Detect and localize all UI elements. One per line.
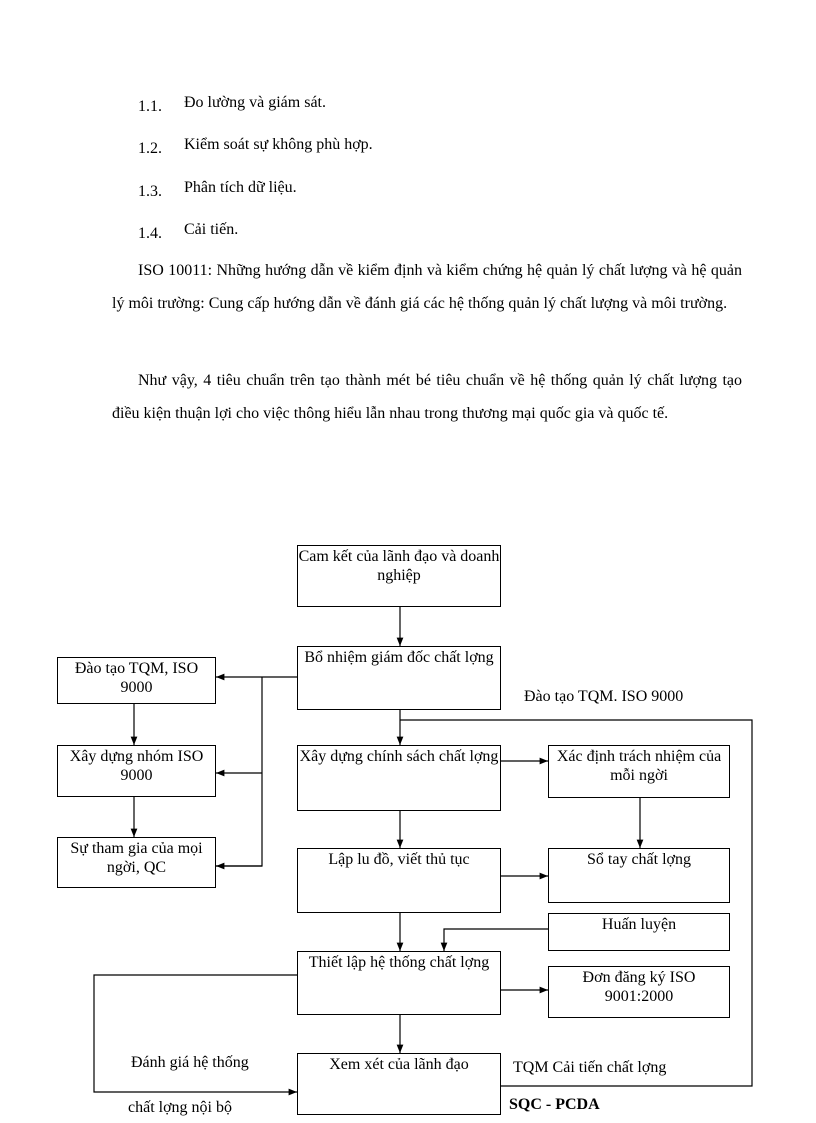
label-internal-audit-2: chất lợng nội bộ [128,1099,232,1116]
box-training: Huấn luyện [548,913,730,951]
box-management-review: Xem xét của lãnh đạo [297,1053,501,1115]
list-number: 1.1. [138,98,162,115]
list-text: Kiểm soát sự không phù hợp. [184,136,373,153]
box-iso-application: Đơn đăng ký ISO 9001:2000 [548,966,730,1018]
list-text: Đo lường và giám sát. [184,94,326,111]
box-quality-manual: Sổ tay chất lợng [548,848,730,903]
list-number: 1.4. [138,225,162,242]
branch-left-bus [216,677,262,866]
box-quality-system: Thiết lập hệ thống chất lợng [297,951,501,1015]
box-participation: Sự tham gia của mọi ngời, QC [57,837,216,888]
label-internal-audit-1: Đánh giá hệ thống [131,1054,249,1071]
feedback-loop-left [94,975,297,1092]
label-tqm-improvement: TQM Cải tiến chất lợng [513,1059,667,1076]
box-responsibility: Xác định trách nhiệm của mỗi ngời [548,745,730,798]
box-commitment: Cam kết của lãnh đạo và doanh nghiệp [297,545,501,607]
arrow-training-system [444,929,548,951]
box-flowchart-procedures: Lập lu đồ, viết thủ tục [297,848,501,913]
list-text: Cải tiến. [184,221,239,238]
paragraph-iso-10011: ISO 10011: Những hướng dẫn về kiểm định và kiểm chứng hệ quản lý chất lượng và hệ quản lý môi trường: Cung cấp hướng dẫn về đánh giá các hệ thống quản lý chất lượng và môi trường. [112,262,742,312]
box-appoint-quality-director: Bổ nhiệm giám đốc chất lợng [297,646,501,710]
box-train-tqm-iso: Đào tạo TQM, ISO 9000 [57,657,216,704]
paragraph-conclusion: Như vậy, 4 tiêu chuẩn trên tạo thành mét bé tiêu chuẩn về hệ thống quản lý chất lượng tạo điều kiện thuận lợi cho việc thông hiểu lẫn nhau trong thương mại quốc gia và quốc tế. [112,372,742,422]
box-quality-policy: Xây dựng chính sách chất lợng [297,745,501,811]
label-sqc-pcda: SQC - PCDA [509,1096,600,1113]
list-text: Phân tích dữ liệu. [184,179,297,196]
list-number: 1.3. [138,183,162,200]
box-build-iso-group: Xây dựng nhóm ISO 9000 [57,745,216,797]
list-number: 1.2. [138,140,162,157]
label-tqm-training: Đào tạo TQM. ISO 9000 [524,688,684,705]
